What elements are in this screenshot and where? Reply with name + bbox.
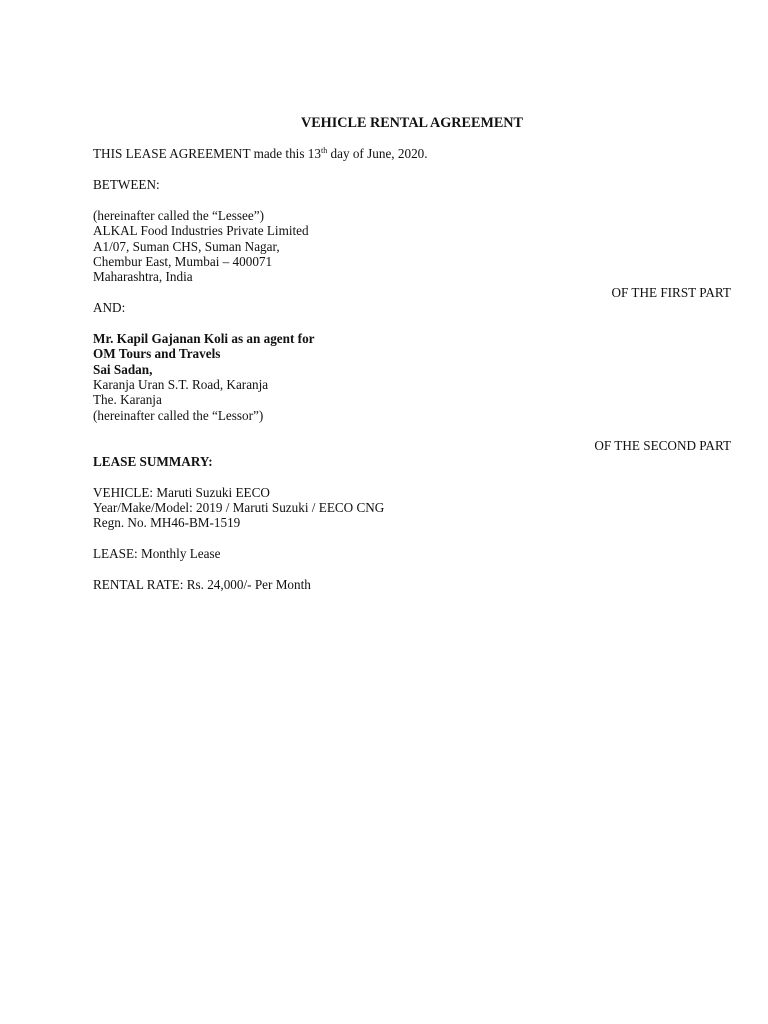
and-label: AND: [93,300,126,315]
intro-superscript: th [320,146,328,155]
intro-line [93,146,428,162]
year-make-model-line: Year/Make/Model: 2019 / Maruti Suzuki / EECO CNG [93,500,385,515]
rental-rate-line: RENTAL RATE: Rs. 24,000/- Per Month [93,577,311,592]
lessee-address-line-2: Chembur East, Mumbai – 400071 [93,254,273,269]
lessee-name: ALKAL Food Industries Private Limited [93,223,309,238]
lease-summary-heading: LEASE SUMMARY: [93,454,213,469]
lessor-name-line-1: Mr. Kapil Gajanan Koli as an agent for [93,331,315,346]
lessee-address-line-3: Maharashtra, India [93,269,193,284]
intro-suffix: day of June, 2020. [327,146,428,161]
vehicle-line: VEHICLE: Maruti Suzuki EECO [93,485,270,500]
lessor-address-line-1: Karanja Uran S.T. Road, Karanja [93,377,269,392]
lessor-name-line-2: OM Tours and Travels [93,346,221,361]
document-title: VEHICLE RENTAL AGREEMENT [300,115,524,131]
between-label: BETWEEN: [93,177,160,192]
second-part-label: OF THE SECOND PART [594,438,731,453]
first-part-label: OF THE FIRST PART [611,285,731,300]
lessee-designation: (hereinafter called the “Lessee”) [93,208,264,223]
intro-prefix: THIS LEASE AGREEMENT made this 13 [93,146,321,161]
lessor-address-line-2: The. Karanja [93,392,162,407]
lessor-name-line-3: Sai Sadan, [93,362,153,377]
lessee-address-line-1: A1/07, Suman CHS, Suman Nagar, [93,239,280,254]
regn-line: Regn. No. MH46-BM-1519 [93,515,241,530]
lessor-designation: (hereinafter called the “Lessor”) [93,408,264,423]
lease-line: LEASE: Monthly Lease [93,546,221,561]
